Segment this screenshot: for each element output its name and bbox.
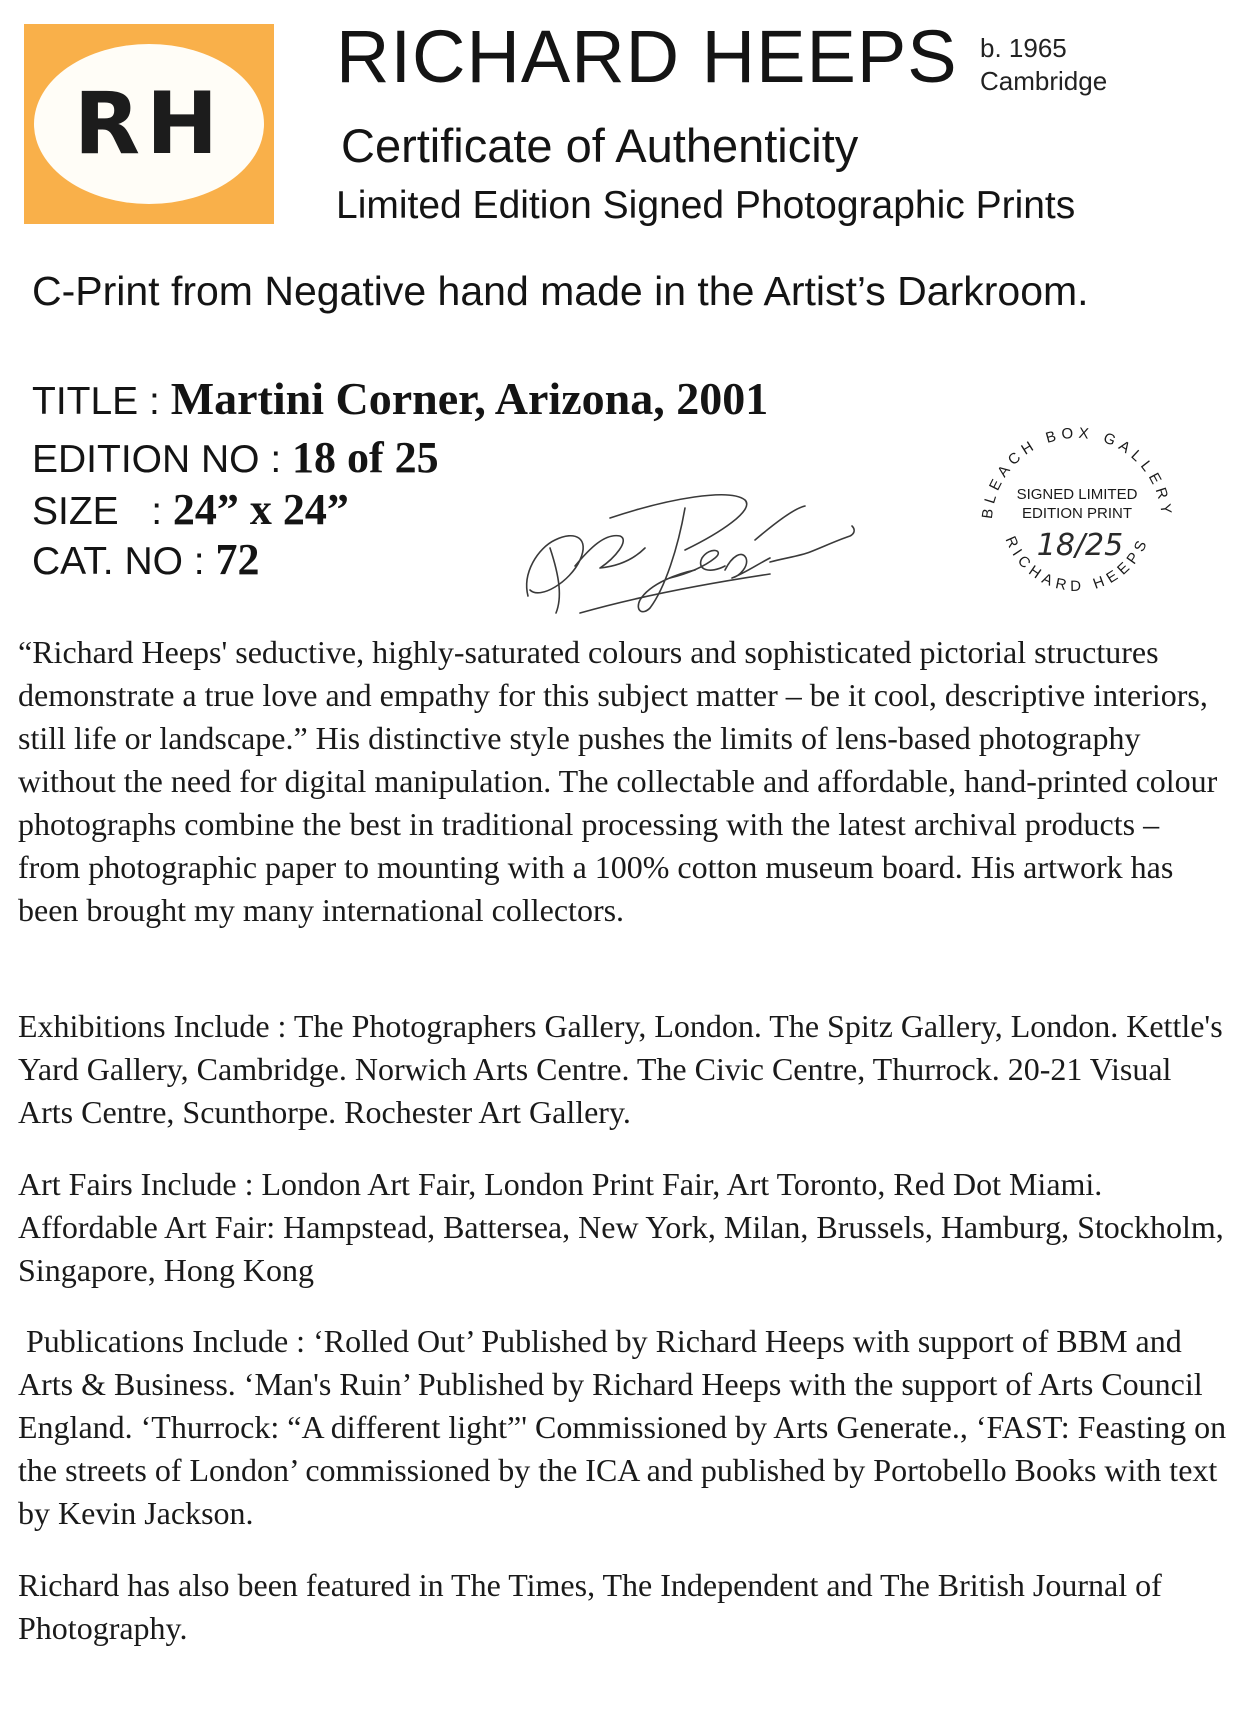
stamp-top-arc: BLEACH BOX GALLERY (978, 424, 1176, 520)
title-label: TITLE : (32, 380, 171, 423)
gallery-stamp (968, 405, 1186, 623)
logo-text: RH (73, 74, 225, 174)
press-paragraph: Richard has also been featured in The Times, The Independent and The British Journal of Photography. (18, 1567, 1162, 1646)
cat-label: CAT. NO : (32, 540, 216, 583)
rh-logo (24, 24, 274, 224)
certificate-subtitle: Limited Edition Signed Photographic Prints (336, 184, 1076, 227)
process-line: C-Print from Negative hand made in the Artist’s Darkroom. (32, 268, 1089, 314)
edition-value: 18 of 25 (292, 433, 439, 482)
artist-signature (520, 478, 865, 623)
edition-label: EDITION NO : (32, 438, 293, 481)
certificate-title: Certificate of Authenticity (341, 119, 859, 172)
artist-quote-paragraph: “Richard Heeps' seductive, highly-saturated colours and sophisticated pictorial structures demonstrate a true love and empathy for this subject matter – be it cool, descriptive interiors, still life or landscape.” His distinctive style pushes the limits of lens-based photography without the need for digital manipulation. The collectable and affordable, hand-printed colour photographs combine the best in traditional processing with the latest archival products – from photographic paper to mounting with a 100% cotton museum board. His artwork has been brought my many international collectors. (18, 634, 1218, 928)
cat-value: 72 (215, 535, 260, 584)
birth-place: Cambridge (980, 66, 1108, 96)
artist-name: RICHARD HEEPS (336, 15, 958, 98)
stamp-line-2: EDITION PRINT (1021, 505, 1133, 522)
stamp-handwritten-edition: 18/25 (1036, 528, 1124, 563)
detail-edition (32, 432, 439, 483)
detail-cat (32, 534, 259, 585)
detail-size (32, 484, 349, 535)
exhibitions-paragraph: Exhibitions Include : The Photographers Gallery, London. The Spitz Gallery, London. Kettle's Yard Gallery, Cambridge. Norwich Arts Centre. The Civic Centre, Thurrock. 20-21 Visual Arts Centre, Scunthorpe. Rochester Art Gallery. (18, 1008, 1223, 1130)
detail-title (32, 372, 768, 425)
stamp-bottom-arc: RICHARD HEEPS (1001, 533, 1153, 595)
birth-info (980, 32, 1107, 98)
publications-paragraph: Publications Include : ‘Rolled Out’ Published by Richard Heeps with support of BBM and Arts & Business. ‘Man's Ruin’ Published by Richard Heeps with the support of Arts Council England. ‘Thurrock: “A different light”' Commissioned by Arts Generate., ‘FAST: Feasting on the streets of London’ commissioned by the ICA and published by Portobello Books with text by Kevin Jackson. (18, 1323, 1235, 1531)
art-fairs-paragraph: Art Fairs Include : London Art Fair, London Print Fair, Art Toronto, Red Dot Miami. Affordable Art Fair: Hampstead, Battersea, New York, Milan, Brussels, Hamburg, Stockholm, Singapore, Hong Kong (18, 1166, 1224, 1288)
size-value: 24” x 24” (172, 485, 349, 534)
size-label: SIZE : (32, 490, 173, 533)
stamp-line-1: SIGNED LIMITED (1016, 486, 1138, 503)
title-value: Martini Corner, Arizona, 2001 (170, 373, 769, 424)
birth-year: b. 1965 (980, 33, 1067, 63)
